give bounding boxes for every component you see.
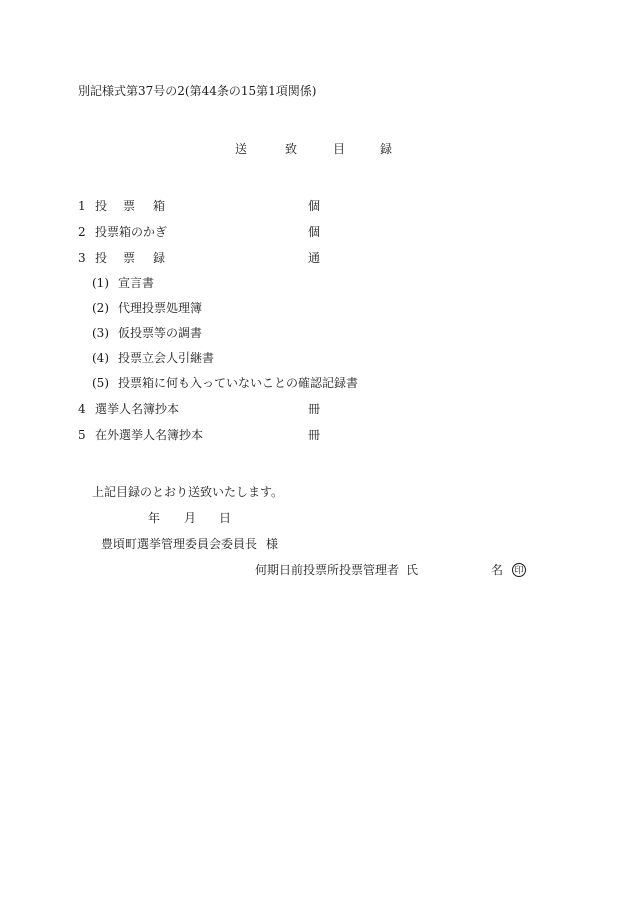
date-day: 日 (219, 511, 232, 525)
item-unit: 通 (308, 251, 321, 265)
item-label-part: 録 (153, 251, 166, 265)
addressee: 豊頃町選挙管理委員会委員長 (101, 537, 258, 551)
sub-item-number: (1) (92, 276, 109, 290)
sub-item-number: (5) (92, 376, 109, 390)
item-unit: 冊 (308, 428, 321, 442)
item-number: 1 (78, 199, 86, 213)
honorific: 様 (266, 537, 279, 551)
sub-item-label: 投票箱に何も入っていないことの確認記録書 (118, 376, 359, 390)
sender-title: 何期日前投票所投票管理者 (255, 563, 400, 577)
sub-item-label: 宣言書 (118, 276, 155, 290)
item-label-part: 票 (123, 251, 136, 265)
form-reference: 別記様式第37号の2(第44条の15第1項関係) (78, 84, 317, 98)
title-char: 録 (380, 142, 393, 156)
sub-item-label: 代理投票処理簿 (118, 301, 203, 315)
seal-mark: 印 (512, 563, 526, 577)
item-label: 投票箱のかぎ (95, 225, 168, 239)
item-label: 在外選挙人名簿抄本 (95, 428, 204, 442)
sub-item-number: (3) (92, 326, 109, 340)
sub-item-number: (4) (92, 351, 109, 365)
item-unit: 冊 (308, 402, 321, 416)
title-char: 目 (333, 142, 346, 156)
name-label-second: 名 (491, 563, 504, 577)
date-month: 月 (184, 511, 197, 525)
item-unit: 個 (308, 199, 321, 213)
item-unit: 個 (308, 225, 321, 239)
item-label: 選挙人名簿抄本 (95, 402, 180, 416)
statement: 上記目録のとおり送致いたします。 (92, 485, 284, 499)
name-label-first: 氏 (406, 563, 419, 577)
item-label-part: 投 (95, 199, 108, 213)
item-label-part: 投 (95, 251, 108, 265)
title-char: 致 (285, 142, 298, 156)
item-number: 2 (78, 225, 86, 239)
item-number: 5 (78, 428, 86, 442)
title-char: 送 (235, 142, 248, 156)
sub-item-label: 投票立会人引継書 (118, 351, 215, 365)
item-label-part: 箱 (153, 199, 166, 213)
date-year: 年 (148, 511, 161, 525)
item-number: 3 (78, 251, 86, 265)
item-number: 4 (78, 402, 86, 416)
sub-item-label: 仮投票等の調書 (118, 326, 203, 340)
item-label-part: 票 (123, 199, 136, 213)
sub-item-number: (2) (92, 301, 109, 315)
